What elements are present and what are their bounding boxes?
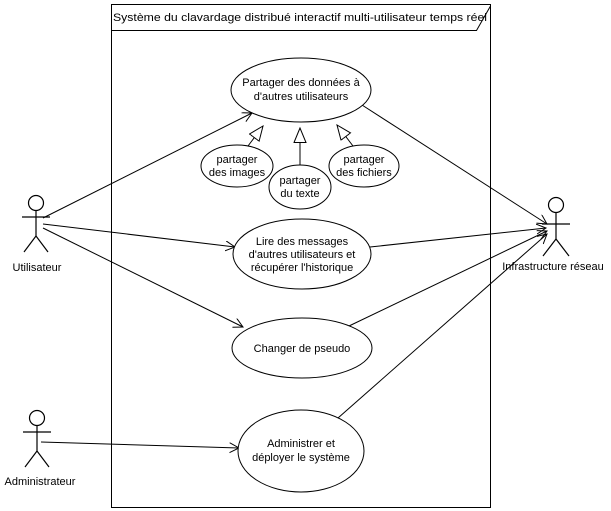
usecase-partager-donnees-label-line1: Partager des données à xyxy=(242,77,360,89)
actor-utilisateur-label: Utilisateur xyxy=(12,262,62,274)
usecase-partager-fichiers xyxy=(329,145,399,187)
usecase-partager-fichiers-label-line1: partager xyxy=(343,154,385,166)
usecase-administrer-label-line2: déployer le système xyxy=(252,452,350,464)
usecase-partager-texte-label-line2: du texte xyxy=(280,188,320,200)
actor-utilisateur xyxy=(13,196,62,275)
usecase-partager-fichiers-label-line2: des fichiers xyxy=(336,167,392,179)
actor-administrateur xyxy=(5,411,76,489)
usecase-partager-images-label-line1: partager xyxy=(216,154,258,166)
usecase-partager-texte xyxy=(269,165,331,209)
usecase-lire-messages-label-line1: Lire des messages xyxy=(255,236,349,248)
frame-title: Système du clavardage distribué interactif multi-utilisateur temps réel xyxy=(113,12,487,24)
usecase-partager-donnees-label-line2: d'autres utilisateurs xyxy=(253,91,349,103)
actor-utilisateur-figure-icon xyxy=(22,196,50,253)
usecase-changer-pseudo xyxy=(232,318,372,378)
usecase-partager-images-ellipse xyxy=(201,145,273,187)
actor-infrastructure-label: Infrastructure réseau xyxy=(502,261,604,273)
usecase-lire-messages-label-line3: récupérer l'historique xyxy=(250,262,354,274)
usecase-administrer-ellipse xyxy=(238,410,364,492)
usecase-lire-messages-label-line2: d'autres utilisateurs et xyxy=(248,249,356,261)
actor-infrastructure xyxy=(502,198,604,274)
actor-administrateur-label: Administrateur xyxy=(4,476,76,488)
usecase-partager-texte-ellipse xyxy=(269,165,331,209)
usecase-administrer xyxy=(238,410,364,492)
usecase-changer-pseudo-label: Changer de pseudo xyxy=(253,343,351,355)
usecase-partager-fichiers-ellipse xyxy=(329,145,399,187)
usecase-partager-texte-label-line1: partager xyxy=(279,175,321,187)
usecase-partager-images xyxy=(201,145,273,187)
usecase-administrer-label-line1: Administrer et xyxy=(267,438,335,450)
usecase-lire-messages xyxy=(233,219,371,289)
usecase-partager-images-label-line2: des images xyxy=(208,167,266,179)
actor-infrastructure-figure-icon xyxy=(542,198,570,257)
usecase-partager-donnees xyxy=(231,58,371,122)
usecase-partager-donnees-ellipse xyxy=(231,58,371,122)
actor-administrateur-figure-icon xyxy=(23,411,51,468)
